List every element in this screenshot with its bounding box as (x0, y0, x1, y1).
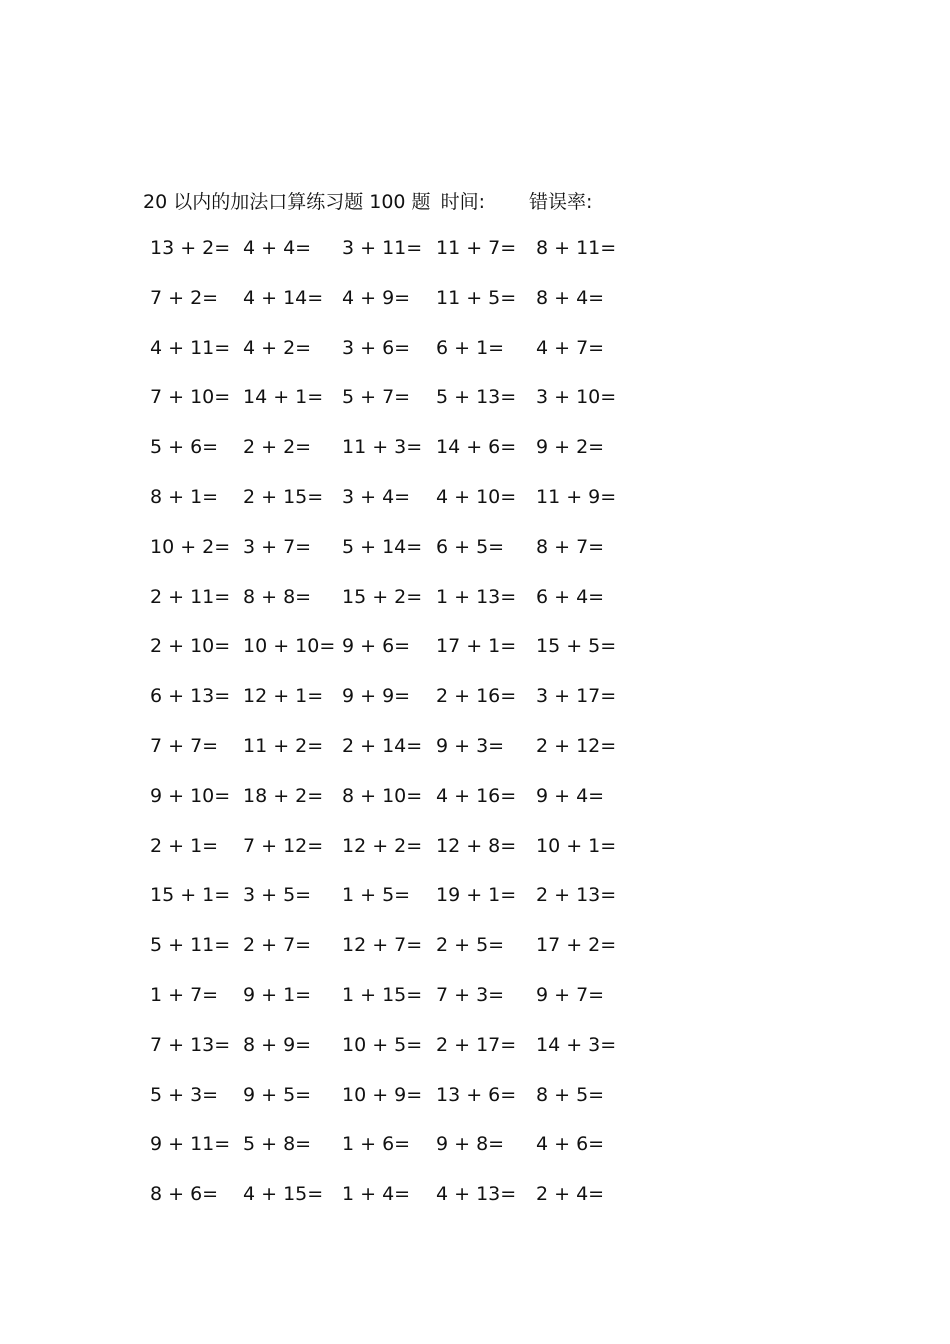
problem-cell: 11 + 9= (536, 485, 617, 508)
problem-cell: 2 + 14= (342, 734, 423, 757)
problem-cell: 17 + 2= (536, 934, 617, 957)
problem-cell: 2 + 16= (436, 685, 517, 708)
problem-cell: 9 + 6= (342, 635, 411, 658)
problem-cell: 11 + 3= (342, 436, 423, 459)
problem-cell: 10 + 9= (342, 1083, 423, 1106)
problem-row (0, 523, 950, 573)
problem-cell: 6 + 1= (436, 336, 505, 359)
problem-cell: 8 + 7= (536, 535, 605, 558)
problem-cell: 8 + 4= (536, 286, 605, 309)
problem-cell: 5 + 7= (342, 386, 411, 409)
problem-cell: 3 + 10= (536, 386, 617, 409)
problem-cell: 6 + 5= (436, 535, 505, 558)
problem-cell: 2 + 13= (536, 884, 617, 907)
problem-cell: 3 + 11= (342, 237, 423, 259)
problem-row (0, 921, 950, 971)
problem-cell: 18 + 2= (243, 784, 324, 807)
problem-row (0, 473, 950, 523)
problem-cell: 4 + 7= (536, 336, 605, 359)
problem-cell: 4 + 13= (436, 1183, 517, 1206)
problem-cell: 1 + 4= (342, 1183, 411, 1206)
problem-row (0, 274, 950, 324)
problem-cell: 12 + 8= (436, 834, 517, 857)
problem-cell: 6 + 4= (536, 585, 605, 608)
problem-cell: 4 + 9= (342, 286, 411, 309)
problem-grid (0, 224, 950, 1220)
problem-cell: 4 + 15= (243, 1183, 324, 1206)
problem-cell: 12 + 1= (243, 685, 324, 708)
problem-cell: 8 + 5= (536, 1083, 605, 1106)
problem-cell: 11 + 5= (436, 286, 517, 309)
problem-cell: 2 + 12= (536, 734, 617, 757)
problem-cell: 9 + 5= (243, 1083, 312, 1106)
problem-row (0, 672, 950, 722)
problem-row (0, 1120, 950, 1170)
problem-cell: 11 + 7= (436, 237, 517, 259)
problem-cell: 3 + 6= (342, 336, 411, 359)
problem-row (0, 971, 950, 1021)
problem-cell: 7 + 13= (150, 1033, 231, 1056)
problem-cell: 10 + 1= (536, 834, 617, 857)
problem-cell: 8 + 10= (342, 784, 423, 807)
problem-cell: 13 + 6= (436, 1083, 517, 1106)
problem-cell: 14 + 6= (436, 436, 517, 459)
problem-cell: 3 + 17= (536, 685, 617, 708)
problem-cell: 7 + 3= (436, 983, 505, 1006)
problem-cell: 5 + 8= (243, 1133, 312, 1156)
error-rate-label: 错误率: (528, 190, 593, 213)
problem-cell: 2 + 4= (536, 1183, 605, 1206)
problem-row (0, 1170, 950, 1220)
problem-cell: 9 + 11= (150, 1133, 231, 1156)
problem-cell: 7 + 7= (150, 734, 219, 757)
problem-cell: 2 + 17= (436, 1033, 517, 1056)
problem-cell: 1 + 13= (436, 585, 517, 608)
problem-row (0, 224, 950, 274)
problem-cell: 2 + 11= (150, 585, 231, 608)
problem-cell: 9 + 3= (436, 734, 505, 757)
problem-cell: 4 + 11= (150, 336, 231, 359)
problem-cell: 9 + 1= (243, 983, 312, 1006)
problem-cell: 9 + 2= (536, 436, 605, 459)
problem-cell: 4 + 16= (436, 784, 517, 807)
problem-cell: 8 + 9= (243, 1033, 312, 1056)
problem-cell: 5 + 14= (342, 535, 423, 558)
problem-cell: 4 + 10= (436, 485, 517, 508)
problem-row (0, 573, 950, 623)
problem-cell: 2 + 10= (150, 635, 231, 658)
problem-cell: 14 + 1= (243, 386, 324, 409)
problem-row (0, 822, 950, 872)
problem-row (0, 423, 950, 473)
worksheet-title: 20 以内的加法口算练习题 100 题 (143, 190, 431, 213)
problem-cell: 8 + 6= (150, 1183, 219, 1206)
problem-cell: 19 + 1= (436, 884, 517, 907)
problem-row (0, 622, 950, 672)
problem-cell: 8 + 8= (243, 585, 312, 608)
problem-row (0, 772, 950, 822)
problem-cell: 5 + 13= (436, 386, 517, 409)
problem-cell: 2 + 5= (436, 934, 505, 957)
problem-row (0, 373, 950, 423)
problem-cell: 5 + 11= (150, 934, 231, 957)
problem-row (0, 324, 950, 374)
problem-cell: 11 + 2= (243, 734, 324, 757)
problem-row (0, 1071, 950, 1121)
time-label: 时间: (440, 190, 485, 213)
problem-cell: 4 + 2= (243, 336, 312, 359)
problem-cell: 5 + 3= (150, 1083, 219, 1106)
problem-cell: 2 + 2= (243, 436, 312, 459)
problem-cell: 3 + 4= (342, 485, 411, 508)
problem-cell: 5 + 6= (150, 436, 219, 459)
problem-cell: 1 + 7= (150, 983, 219, 1006)
problem-cell: 2 + 15= (243, 485, 324, 508)
problem-cell: 4 + 14= (243, 286, 324, 309)
worksheet-header (143, 186, 592, 214)
problem-cell: 7 + 12= (243, 834, 324, 857)
problem-cell: 1 + 15= (342, 983, 423, 1006)
problem-cell: 15 + 2= (342, 585, 423, 608)
problem-cell: 17 + 1= (436, 635, 517, 658)
problem-row (0, 1021, 950, 1071)
problem-cell: 15 + 5= (536, 635, 617, 658)
problem-cell: 13 + 2= (150, 237, 231, 259)
problem-cell: 3 + 7= (243, 535, 312, 558)
problem-cell: 9 + 4= (536, 784, 605, 807)
problem-cell: 1 + 6= (342, 1133, 411, 1156)
problem-cell: 2 + 7= (243, 934, 312, 957)
problem-row (0, 871, 950, 921)
problem-cell: 8 + 1= (150, 485, 219, 508)
problem-cell: 12 + 7= (342, 934, 423, 957)
problem-cell: 7 + 10= (150, 386, 231, 409)
problem-cell: 2 + 1= (150, 834, 219, 857)
problem-cell: 9 + 8= (436, 1133, 505, 1156)
problem-cell: 6 + 13= (150, 685, 231, 708)
problem-cell: 14 + 3= (536, 1033, 617, 1056)
problem-cell: 3 + 5= (243, 884, 312, 907)
problem-cell: 9 + 9= (342, 685, 411, 708)
problem-cell: 8 + 11= (536, 237, 617, 259)
problem-row (0, 722, 950, 772)
problem-cell: 7 + 2= (150, 286, 219, 309)
problem-cell: 9 + 10= (150, 784, 231, 807)
problem-cell: 10 + 2= (150, 535, 231, 558)
problem-cell: 9 + 7= (536, 983, 605, 1006)
problem-cell: 12 + 2= (342, 834, 423, 857)
problem-cell: 1 + 5= (342, 884, 411, 907)
problem-cell: 15 + 1= (150, 884, 231, 907)
problem-cell: 10 + 5= (342, 1033, 423, 1056)
problem-cell: 4 + 6= (536, 1133, 605, 1156)
problem-cell: 4 + 4= (243, 237, 312, 259)
problem-cell: 10 + 10= (243, 635, 336, 658)
